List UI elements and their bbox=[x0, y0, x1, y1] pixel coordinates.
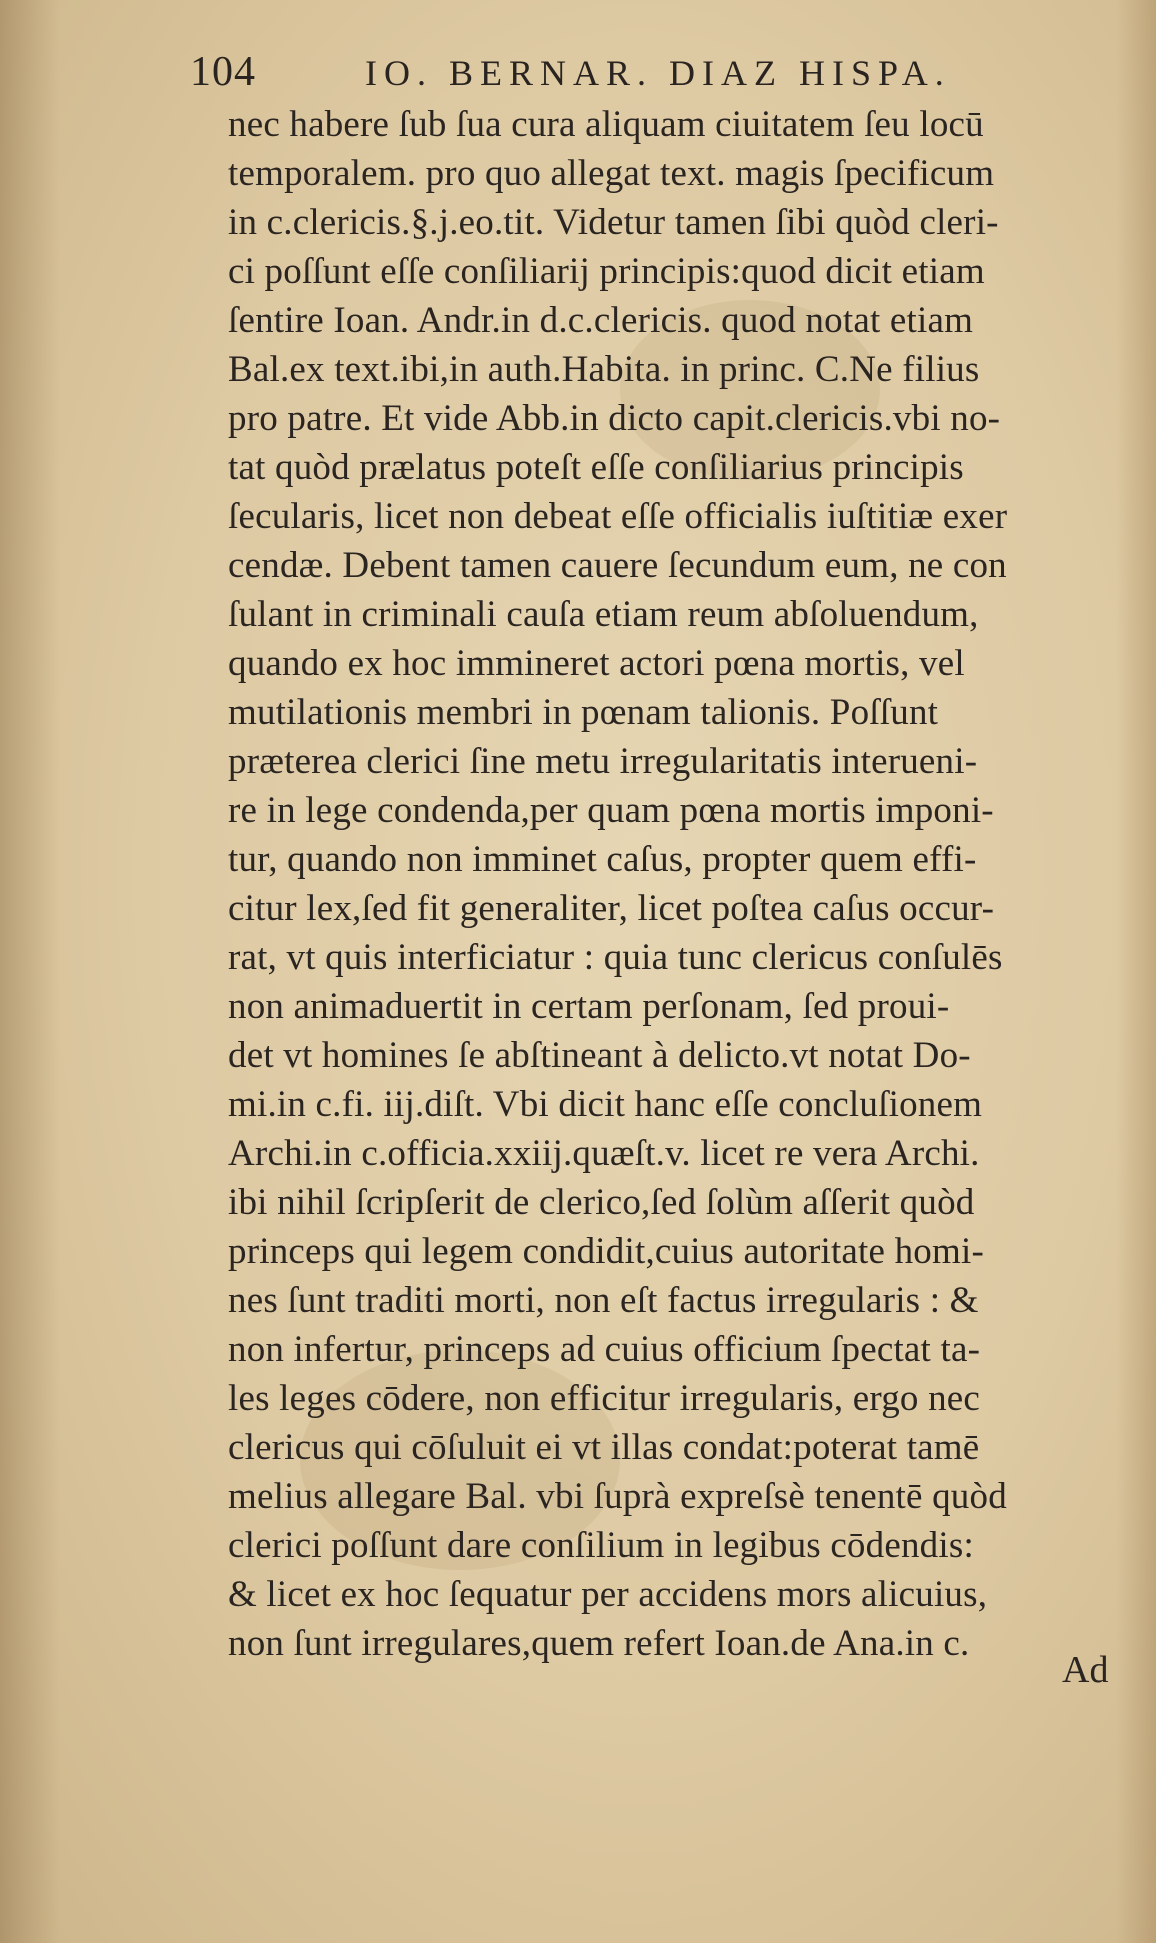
text-line: pro patre. Et vide Abb.in dicto capit.clericis.vbi no- bbox=[228, 398, 1001, 439]
running-head: IO. BERNAR. DIAZ HISPA. bbox=[365, 53, 951, 93]
text-line: & licet ex hoc ſequatur per accidens mors alicuius, bbox=[228, 1574, 988, 1615]
text-line: cendæ. Debent tamen cauere ſecundum eum, ne con bbox=[228, 545, 1007, 586]
text-line: ſentire Ioan. Andr.in d.c.clericis. quod notat etiam bbox=[228, 300, 974, 341]
text-line: quando ex hoc immineret actori pœna mortis, vel bbox=[228, 643, 965, 684]
text-line: clericus qui cōſuluit ei vt illas condat:poterat tamē bbox=[228, 1427, 980, 1468]
text-line: clerici poſſunt dare conſilium in legibus cōdendis: bbox=[228, 1525, 974, 1566]
text-line: rat, vt quis interficiatur : quia tunc clericus conſulēs bbox=[228, 937, 1003, 978]
text-line: les leges cōdere, non efficitur irregularis, ergo nec bbox=[228, 1378, 981, 1419]
text-line: non animaduertit in certam perſonam, ſed proui- bbox=[228, 986, 950, 1027]
text-line: nec habere ſub ſua cura aliquam ciuitatem ſeu locū bbox=[228, 104, 984, 145]
text-line: nes ſunt traditi morti, non eſt factus irregularis : & bbox=[228, 1280, 979, 1321]
page-gutter-shadow bbox=[0, 0, 60, 1943]
text-line: tat quòd prælatus poteſt eſſe conſiliarius principis bbox=[228, 447, 964, 488]
text-line: non infertur, princeps ad cuius officium ſpectat ta- bbox=[228, 1329, 981, 1370]
text-line: Archi.in c.officia.xxiij.quæſt.v. licet re vera Archi. bbox=[228, 1133, 980, 1174]
text-line: citur lex,ſed fit generaliter, licet poſtea caſus occur- bbox=[228, 888, 995, 929]
text-line: princeps qui legem condidit,cuius autoritate homi- bbox=[228, 1231, 984, 1272]
text-line: re in lege condenda,per quam pœna mortis imponi- bbox=[228, 790, 994, 831]
text-line: melius allegare Bal. vbi ſuprà expreſsè tenentē quòd bbox=[228, 1476, 1007, 1517]
text-line: ibi nihil ſcripſerit de clerico,ſed ſolùm aſſerit quòd bbox=[228, 1182, 975, 1223]
page-header bbox=[190, 48, 1090, 108]
text-line: Bal.ex text.ibi,in auth.Habita. in princ. C.Ne filius bbox=[228, 349, 980, 390]
text-line: in c.clericis.§.j.eo.tit. Videtur tamen ſibi quòd cleri- bbox=[228, 202, 999, 243]
body-text bbox=[228, 100, 1128, 1668]
text-line: tur, quando non imminet caſus, propter quem effi- bbox=[228, 839, 977, 880]
page-number: 104 bbox=[190, 49, 256, 95]
text-line: præterea clerici ſine metu irregularitatis interueni- bbox=[228, 741, 978, 782]
text-line: non ſunt irregulares,quem refert Ioan.de Ana.in c. bbox=[228, 1623, 970, 1664]
text-line: ſulant in criminali cauſa etiam reum abſoluendum, bbox=[228, 594, 979, 635]
text-line: det vt homines ſe abſtineant à delicto.vt notat Do- bbox=[228, 1035, 971, 1076]
text-line: ci poſſunt eſſe conſiliarij principis:quod dicit etiam bbox=[228, 251, 985, 292]
catchword: Ad bbox=[1062, 1649, 1109, 1691]
text-line: mutilationis membri in pœnam talionis. Poſſunt bbox=[228, 692, 939, 733]
text-line: ſecularis, licet non debeat eſſe officialis iuſtitiæ exer bbox=[228, 496, 1008, 537]
text-line: temporalem. pro quo allegat text. magis ſpecificum bbox=[228, 153, 995, 194]
text-line: mi.in c.fi. iij.diſt. Vbi dicit hanc eſſe concluſionem bbox=[228, 1084, 983, 1125]
